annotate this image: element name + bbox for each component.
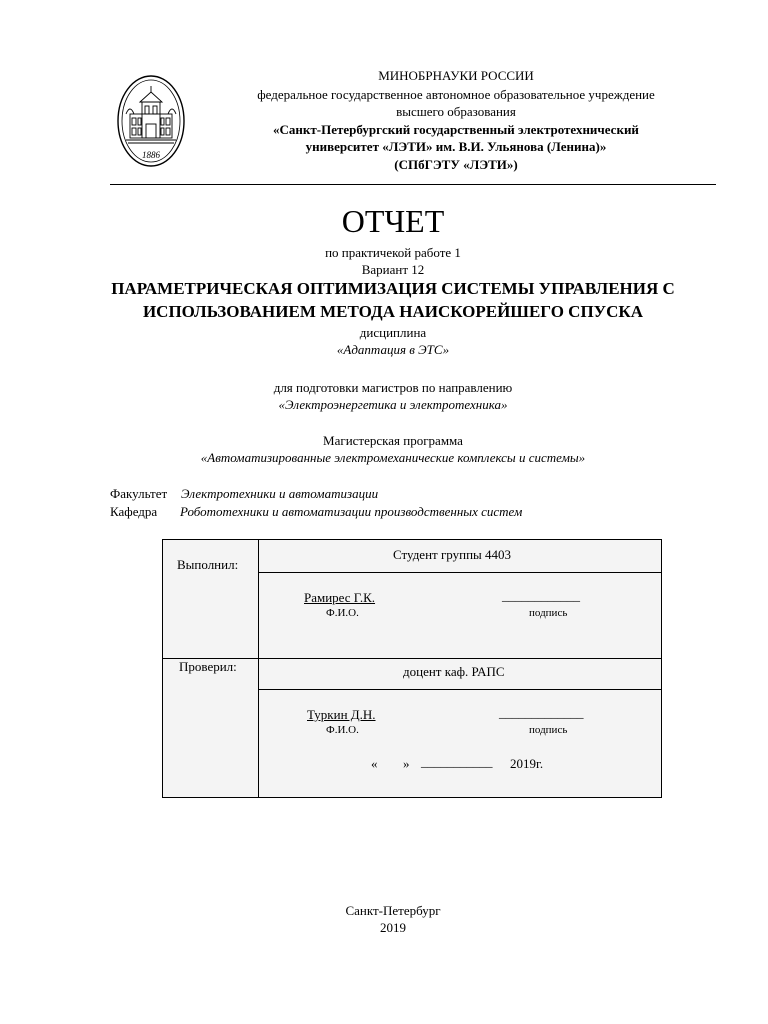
date-quote-close: » [403,756,410,771]
checker-position: доцент каф. РАПС [403,664,505,679]
work-name: по практичекой работе 1 [325,245,461,260]
faculty: Электротехники и автоматизации [181,486,379,501]
program: «Автоматизированные электромеханические комплексы и системы» [200,450,586,465]
year: 2019 [380,920,406,935]
report-title: ОТЧЕТ [341,203,445,239]
checker-fio-label: Ф.И.О. [326,724,359,736]
university-seal-icon [116,74,186,168]
table-column-divider [258,540,259,797]
education-level: высшего образования [396,104,516,119]
student-group: Студент группы 4403 [393,547,512,562]
student-signature-line: ____________ [502,588,580,603]
student-name: Рамирес Г.К. [304,590,376,605]
checker-signature-line: _____________ [499,705,584,720]
signature-table [162,539,662,798]
direction: «Электроэнергетика и электротехника» [278,397,508,412]
svg-text:1886: 1886 [142,150,160,160]
topic-line2: ИСПОЛЬЗОВАНИЕМ МЕТОДА НАИСКОРЕЙШЕГО СПУСКА [142,302,644,321]
city: Санкт-Петербург [345,903,441,918]
variant: Вариант 12 [361,262,425,277]
department-label: Кафедра [110,504,158,519]
table-divider [258,689,661,690]
student-fio-label: Ф.И.О. [326,607,359,619]
checker-name: Туркин Д.Н. [307,707,376,722]
university-logo [116,74,186,168]
performed-label: Выполнил: [177,557,239,572]
ministry-name: МИНОБРНАУКИ РОССИИ [378,68,534,83]
university-name-line1: «Санкт-Петербургский государственный электротехнический [273,122,639,137]
checker-signature-label: подпись [529,724,568,736]
discipline: «Адаптация в ЭТС» [336,342,450,357]
checked-label: Проверил: [179,659,237,674]
table-divider [163,658,661,659]
date-quote-open: « [371,756,378,771]
program-label: Магистерская программа [323,433,463,448]
discipline-label: дисциплина [359,325,427,340]
direction-label: для подготовки магистров по направлению [273,380,513,395]
date-blank-line: ___________ [421,754,493,769]
department: Робототехники и автоматизации производственных систем [180,504,523,519]
topic-line1: ПАРАМЕТРИЧЕСКАЯ ОПТИМИЗАЦИЯ СИСТЕМЫ УПРАВЛЕНИЯ С [111,279,675,298]
header-divider [110,184,716,185]
date-year: 2019г. [510,756,544,771]
student-signature-label: подпись [529,607,568,619]
institution-type: федеральное государственное автономное образовательное учреждение [257,87,655,102]
university-short-name: (СПбГЭТУ «ЛЭТИ») [394,157,518,172]
faculty-label: Факультет [110,486,168,501]
university-name-line2: университет «ЛЭТИ» им. В.И. Ульянова (Ленина)» [305,139,607,154]
table-divider [258,572,661,573]
